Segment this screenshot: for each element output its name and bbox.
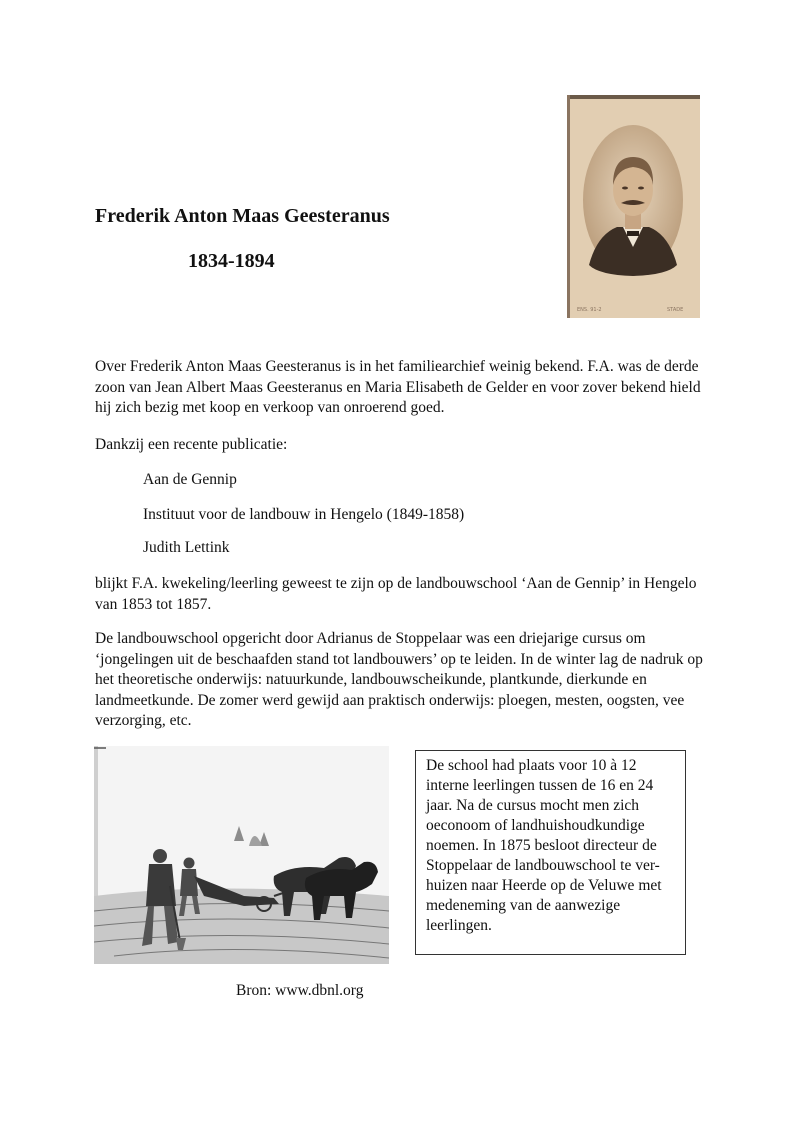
publication-author: Judith Lettink: [143, 539, 230, 556]
page-title: Frederik Anton Maas Geesteranus: [95, 205, 390, 227]
ploughing-engraving: [94, 746, 389, 964]
portrait-photo: [567, 95, 700, 318]
intro-paragraph: Over Frederik Anton Maas Geesteranus is in het familiearchief weinig bekend. F.A. was de derde zoon van Jean Albert Maas Geesteranus en Maria Elisabeth de Gelder en voor zover bekend hield hij zich bezig met koop en verkoop van onroerend goed.: [95, 358, 701, 416]
svg-text:ENS. 91-2: ENS. 91-2: [577, 307, 602, 313]
publication-lead: Dankzij een recente publicatie:: [95, 436, 288, 453]
life-years: 1834-1894: [188, 250, 275, 272]
school-info-box: De school had plaats voor 10 à 12 interne leerlingen tussen de 16 en 24 jaar. Na de cursus mocht men zich oeconoom of landhuishoudkundige noemen. In 1875 besloot directeur de Stoppelaar de landbouwschool te ver-huizen naar Heerde op de Veluwe met medeneming van de aanwezige leerlingen.: [415, 750, 686, 955]
publication-subtitle: Instituut voor de landbouw in Hengelo (1849-1858): [143, 506, 465, 523]
image-source-caption: Bron: www.dbnl.org: [236, 982, 364, 999]
school-paragraph: De landbouwschool opgericht door Adrianus de Stoppelaar was een driejarige cursus om ‘jongelingen uit de beschaafden stand tot landbouwers’ op te leiden. In de winter lag de nadruk op het theoretische onderwijs: natuurkunde, landbouwscheikunde, plantkunde, dierkunde en landmeetkunde. De zomer werd gewijd aan praktisch onderwijs: ploegen, mesten, oogsten, vee verzorging, etc.: [95, 630, 703, 729]
student-paragraph: blijkt F.A. kwekeling/leerling geweest te zijn op de landbouwschool ‘Aan de Gennip’ in Hengelo van 1853 tot 1857.: [95, 575, 697, 613]
svg-text:STADE: STADE: [667, 307, 684, 313]
publication-title: Aan de Gennip: [143, 471, 237, 488]
